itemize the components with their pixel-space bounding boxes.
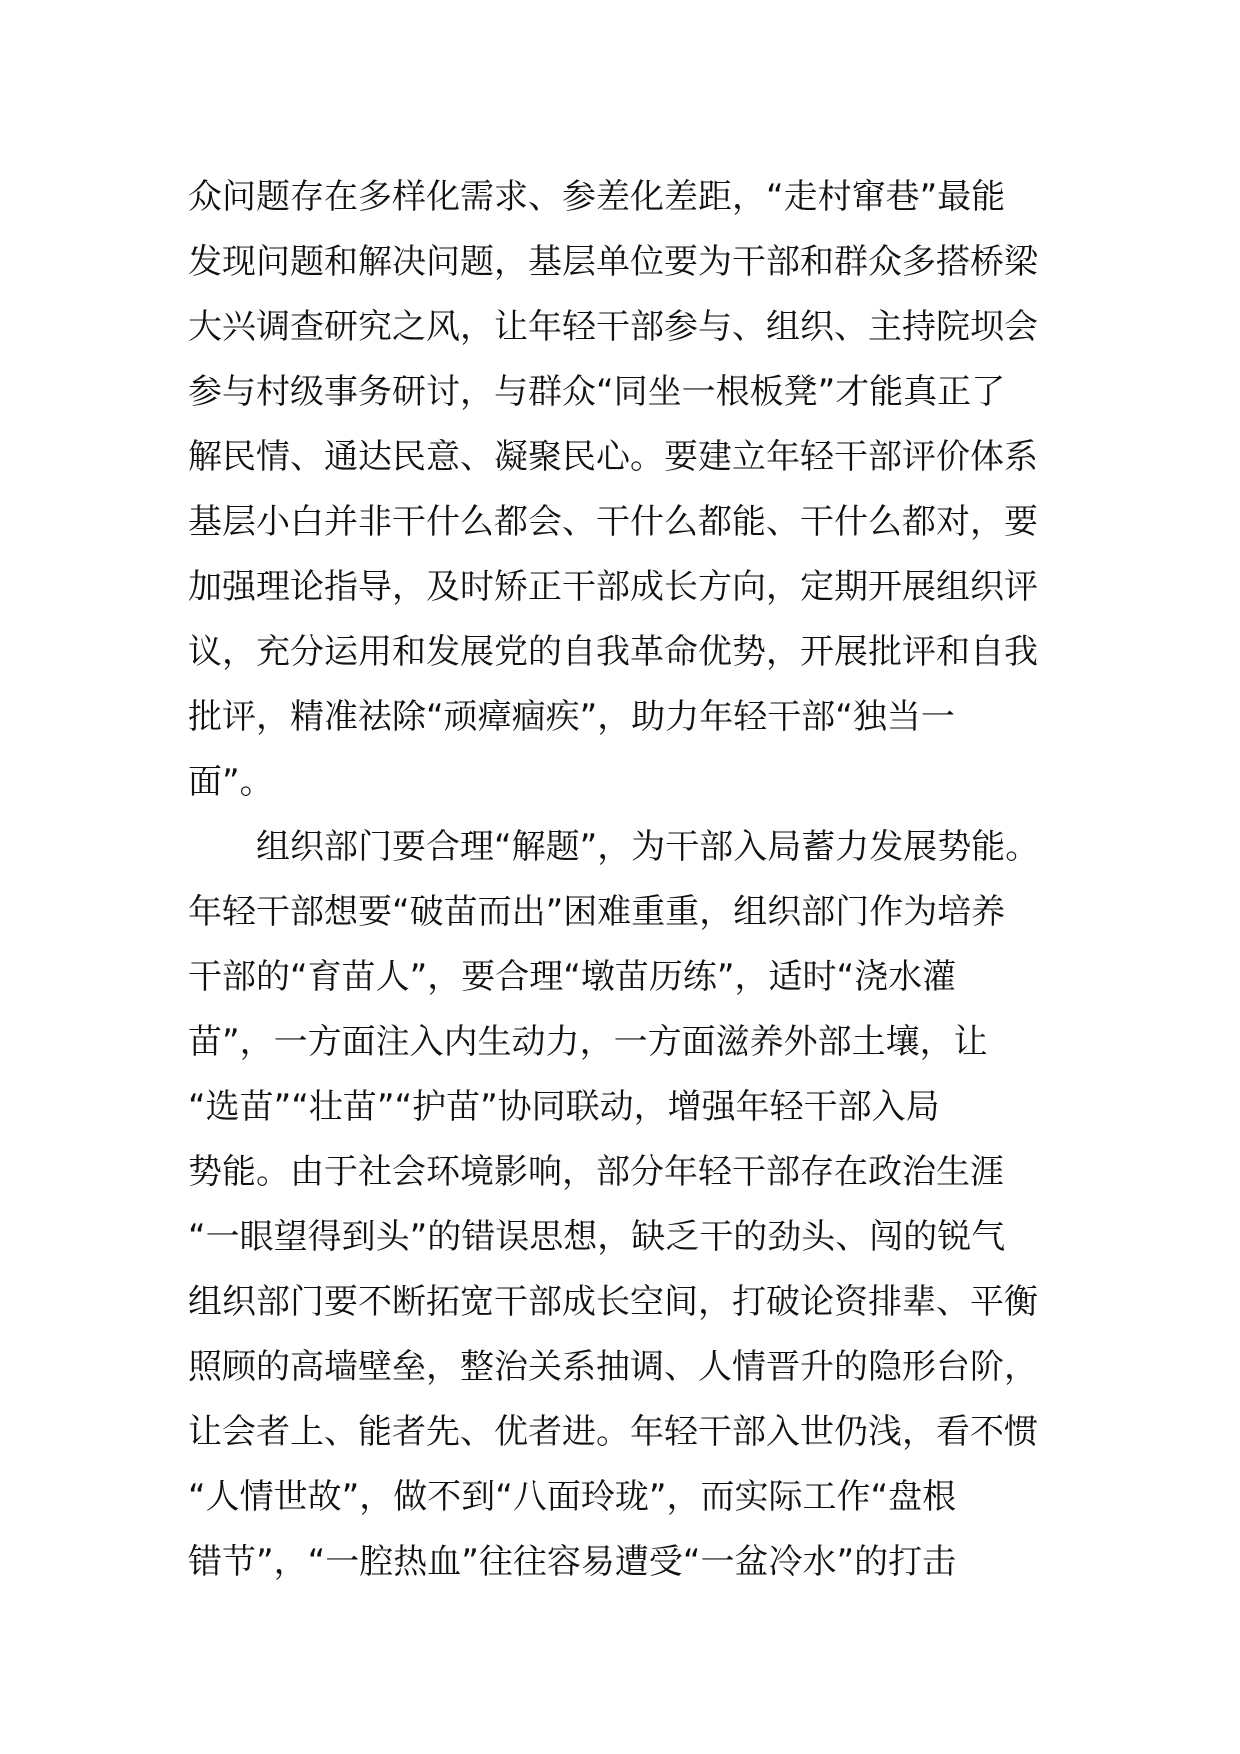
text-line: “人情世故”，做不到“八面玲珑”，而实际工作“盘根 [188, 1477, 957, 1517]
text-line: “一眼望得到头”的错误思想，缺乏干的劲头、闯的锐气 [188, 1217, 1006, 1257]
text-line: “选苗”“壮苗”“护苗”协同联动，增强年轻干部入局 [188, 1087, 940, 1127]
text-line: 批评，精准祛除“顽瘴痼疾”，助力年轻干部“独当一 [188, 697, 955, 737]
text-line: 解民情、通达民意、凝聚民心。要建立年轻干部评价体系 [188, 437, 1038, 477]
text-line: 大兴调查研究之风，让年轻干部参与、组织、主持院坝会 [188, 307, 1038, 347]
text-line: 参与村级事务研讨，与群众“同坐一根板凳”才能真正了 [188, 372, 1006, 412]
text-line: 让会者上、能者先、优者进。年轻干部入世仍浅，看不惯 [188, 1412, 1038, 1452]
text-line: 众问题存在多样化需求、参差化差距，“走村窜巷”最能 [188, 177, 1006, 217]
text-line: 加强理论指导，及时矫正干部成长方向，定期开展组织评 [188, 567, 1038, 607]
text-line: 组织部门要不断拓宽干部成长空间，打破论资排辈、平衡 [188, 1282, 1038, 1322]
text-line: 发现问题和解决问题，基层单位要为干部和群众多搭桥梁 [188, 242, 1038, 282]
text-line: 基层小白并非干什么都会、干什么都能、干什么都对，要 [188, 502, 1038, 542]
text-line: 错节”，“一腔热血”往往容易遭受“一盆冷水”的打击 [188, 1542, 957, 1582]
text-line: 照顾的高墙壁垒，整治关系抽调、人情晋升的隐形台阶， [188, 1347, 1038, 1387]
text-line: 苗”，一方面注入内生动力，一方面滋养外部土壤，让 [188, 1022, 988, 1062]
body-text [188, 165, 1068, 1595]
text-line: 干部的“育苗人”，要合理“墩苗历练”，适时“浇水灌 [188, 957, 957, 997]
paragraph-first-line: 组织部门要合理“解题”，为干部入局蓄力发展势能。 [256, 827, 1040, 867]
text-line: 年轻干部想要“破苗而出”困难重重，组织部门作为培养 [188, 892, 1006, 932]
text-line: 面”。 [188, 762, 274, 802]
text-line: 势能。由于社会环境影响，部分年轻干部存在政治生涯 [188, 1152, 1004, 1192]
text-line: 议，充分运用和发展党的自我革命优势，开展批评和自我 [188, 632, 1038, 672]
